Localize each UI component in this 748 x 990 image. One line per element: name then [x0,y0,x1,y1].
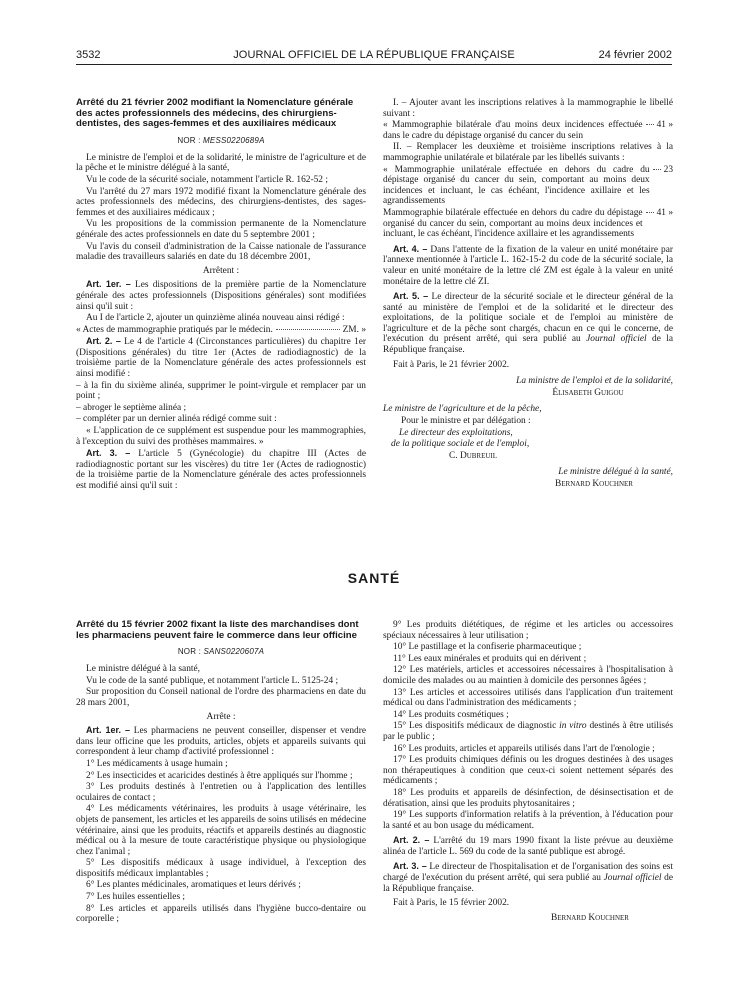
list-item: – à la fin du sixième alinéa, supprimer le point-virgule et remplacer par un point ; [76,380,366,402]
decree-2-right-column [383,620,673,924]
dot-leader [653,169,661,170]
list-item: 7° Les huiles essentielles ; [86,892,186,903]
list-item: 12° Les matériels, articles et accessoires nécessaires à l'hospitalisation à domicile des malades ou au maintien à domicile des personnes âgées ; [383,665,673,686]
list-item: 16° Les produits, articles et appareils utilisés dans l'art de l'œnologie ; [393,743,655,754]
list-item: 14° Les produits cosmétiques ; [393,709,509,720]
signatory-role: Le ministre de l'agriculture et de la pêche, [383,404,542,415]
list-item: – abroger le septième alinéa ; [76,402,187,413]
paragraph: Vu l'avis du conseil d'administration de la Caisse nationale de l'assurance maladie des travailleurs salariés en date du 18 décembre 2001, [76,241,366,263]
list-item: 9° Les produits diététiques, de régime et les articles ou accessoires spéciaux nécessaires à leur utilisation ; [383,620,673,641]
article-2: Art. 2. – Le 4 de l'article 4 (Circonstances particulières) du chapitre 1er (Dispositions générales) du titre 1er (Actes de radiodiagnostic) de la troisième partie de la Nomenclature générale des actes professionnels est ainsi modifié : [76,336,366,380]
header-rule [76,64,672,65]
paragraph: Au I de l'article 2, ajouter un quinzième alinéa nouveau ainsi rédigé : [86,313,345,324]
decree-verb: Arrête : [206,711,236,722]
decree-2-nor: NOR : SANS0220607A [177,647,265,657]
journal-title: JOURNAL OFFICIEL DE LA RÉPUBLIQUE FRANÇAISE [233,49,515,61]
list-item: 13° Les articles et accessoires utilisés dans l'application d'un traitement médical ou dans l'administration des médicaments ; [383,687,673,709]
signatory-delegation: Pour le ministre et par délégation : [401,416,531,427]
section-heading: SANTÉ [347,570,401,586]
article-label: Art. 1er. – [86,279,131,290]
signing-place-date: Fait à Paris, le 15 février 2002. [393,898,510,909]
decree-verb: Arrêtent : [202,265,240,276]
dot-leader [276,329,340,330]
decree-1-left-column [76,98,366,493]
paragraph: Vu les propositions de la commission permanente de la Nomenclature générale des actes professionnels en date du 5 septembre 2001 ; [76,219,366,240]
paragraph: Vu le code de la sécurité sociale, notamment l'article R. 162-52 ; [86,174,328,185]
article-1: Art. 1er. – Les dispositions de la première partie de la Nomenclature générale des actes professionnels (Dispositions générales) sont modifiées ainsi qu'il suit : [76,279,366,312]
article-3: Art. 3. – L'article 5 (Gynécologie) du chapitre III (Actes de radiodiagnostic portant sur les viscères) du titre 1er (Actes de radiognostic) de la troisième partie de la Nomenclature générale des actes professionnels est modifié ainsi qu'il suit : [76,448,366,491]
article-label: Art. 3. – [86,448,131,459]
tariff-line: « Mammographie unilatérale effectuée en dehors du cadre du dépistage organisé du cancer du sein, comportant au moins deux incidences et incluant, le cas échéant, l'incidence axillaire et les agrandissements 23 [383,164,673,207]
signatory-role: Le directeur des exploitations, [399,427,513,438]
page-number: 3532 [76,49,101,61]
article-4: Art. 4. – Dans l'attente de la fixation de la valeur en unité monétaire par l'annexe mentionnée à l'article L. 162-15-2 du code de la sécurité sociale, la valeur en unité monétaire de la lettre clé ZM est égale à la valeur en unité monétaire de la lettre clé ZI. [383,243,674,287]
article-label: Art. 4. – [393,243,428,254]
nor-code: SANS0220607A [203,647,265,657]
paragraph: II. – Remplacer les deuxième et troisième inscriptions relatives à la mammographie unilatérale et bilatérale par les libellés suivants : [383,142,673,163]
signing-place-date: Fait à Paris, le 21 février 2002. [393,359,510,370]
list-item: 8° Les articles et appareils utilisés dans l'hygiène bucco-dentaire ou corporelle ; [76,903,366,925]
article-label: Art. 2. – [393,835,430,846]
signatory-role: de la politique sociale et de l'emploi, [391,439,530,450]
article-label: Art. 3. – [393,861,427,872]
list-item: – compléter par un dernier alinéa rédigé comme suit : [76,414,277,425]
signatory-name: Élisabeth Guigou [552,387,624,398]
decree-1-right-column [383,98,673,491]
list-item: 1° Les médicaments à usage humain ; [86,758,228,769]
article-5: Art. 5. – Le directeur de la sécurité sociale et le directeur général de la santé au ministère de l'emploi et de la solidarité et le directeur des exploitations, de la politique sociale et de l'emploi au ministère de l'agriculture et de la pêche sont chargés, chacun en ce qui le concerne, de l'exécution du présent arrêté, qui sera publié au Journal officiel de la République française. [383,291,673,356]
article-1: Art. 1er. – Les pharmaciens ne peuvent conseiller, dispenser et vendre dans leur officine que les produits, articles, objets et appareils suivants qui correspondent à leur champ d'activité professionnel : [76,725,366,758]
paragraph: Le ministre de l'emploi et de la solidarité, le ministre de l'agriculture et de la pêche et le ministre délégué à la santé, [76,152,366,174]
decree-1-nor: NOR : MESS0220689A [177,135,265,145]
list-item: 6° Les plantes médicinales, aromatiques et leurs dérivés ; [86,880,301,891]
decree-2-left-column [76,620,366,926]
list-item: 5° Les dispositifs médicaux à usage individuel, à l'exception des dispositifs médicaux implantables ; [76,858,366,879]
article-2: Art. 2. – L'arrêté du 19 mars 1990 fixant la liste prévue au deuxième alinéa de l'article L. 569 du code de la santé publique est abrogé. [383,835,674,857]
nor-code: MESS0220689A [203,135,265,145]
paragraph: Le ministre délégué à la santé, [86,664,201,675]
list-item: 4° Les médicaments vétérinaires, les produits à usage vétérinaire, les objets de pansement, les articles et les appareils de soins utilisés en médecine vétérinaire, ainsi que les produits, réactifs et appareils destinés au diagnostic médical ou à la mesure de toute caractéristique physique ou physiologique chez l'animal ; [76,804,366,857]
signatory-role: La ministre de l'emploi et de la solidarité, [516,376,673,387]
list-item: 18° Les produits et appareils de désinfection, de désinsectisation et de dératisation, ainsi que les produits phytosanitaires ; [383,787,673,809]
decree-2-title: Arrêté du 15 février 2002 fixant la liste des marchandises dont les pharmaciens peuvent faire le commerce dans leur officine [76,619,359,641]
paragraph: « L'application de ce supplément est suspendue pour les mammographies, à l'exception du suivi des prothèses mammaires. » [76,426,366,447]
list-item: 3° Les produits destinés à l'entretien ou à l'application des lentilles oculaires de contact ; [76,782,366,803]
list-item: 10° Le pastillage et la confiserie pharmaceutique ; [393,642,582,653]
tariff-line: « Actes de mammographie pratiqués par le médecin. ZM. » [76,324,366,335]
list-item: 19° Les supports d'information relatifs à la prévention, à l'éducation pour la santé et au bon usage du médicament. [383,810,673,831]
dot-leader [646,124,654,125]
tariff-line: « Mammographie bilatérale d'au moins deux incidences effectuée dans le cadre du dépistage organisé du cancer du sein 41 » [383,120,673,141]
signatory-name: Bernard Kouchner [555,479,633,489]
list-item: 11° Les eaux minérales et produits qui en dérivent ; [393,653,587,664]
decree-1-title: Arrêté du 21 février 2002 modifiant la Nomenclature générale des actes professionnels des médecins, des chirurgiens-dentistes, des sages-femmes et des auxiliaires médicaux [76,97,354,130]
issue-date: 24 février 2002 [598,49,672,61]
tariff-line: Mammographie bilatérale effectuée en dehors du cadre du dépistage organisé du cancer du sein, comportant au moins deux incidences et incluant, le cas échéant, l'incidence axillaire et les agrandissements 41 » [383,207,673,240]
signatory-role: Le ministre délégué à la santé, [558,467,673,478]
signatory-name: C. Dubreuil [449,450,498,461]
list-item: 17° Les produits chimiques définis ou les drogues destinées à des usages non thérapeutiques à condition que ceux-ci soient nettement séparés des médicaments ; [383,755,673,787]
dot-leader [646,212,654,213]
paragraph: I. – Ajouter avant les inscriptions relatives à la mammographie le libellé suivant : [383,98,673,119]
signatory-name: Bernard Kouchner [551,912,629,923]
paragraph: Vu l'arrêté du 27 mars 1972 modifié fixant la Nomenclature générale des actes professionnels des médecins, des chirurgiens-dentistes, des sages-femmes et des auxiliaires médicaux ; [76,186,366,218]
paragraph: Vu le code de la santé publique, et notamment l'article L. 5125-24 ; [86,675,339,686]
page-header [0,0,748,70]
list-item: 15° Les dispositifs médicaux de diagnostic in vitro destinés à être utilisés par le public ; [383,721,673,742]
list-item: 2° Les insecticides et acaricides destinés à être appliqués sur l'homme ; [86,770,353,781]
article-label: Art. 5. – [393,291,429,302]
paragraph: Sur proposition du Conseil national de l'ordre des pharmaciens en date du 28 mars 2001, [76,687,366,708]
article-3: Art. 3. – Le directeur de l'hospitalisation et de l'organisation des soins est chargé de l'exécution du présent arrêté, qui sera publié au Journal officiel de la République française. [383,861,674,894]
article-label: Art. 2. – [86,336,121,347]
article-label: Art. 1er. – [86,725,130,736]
